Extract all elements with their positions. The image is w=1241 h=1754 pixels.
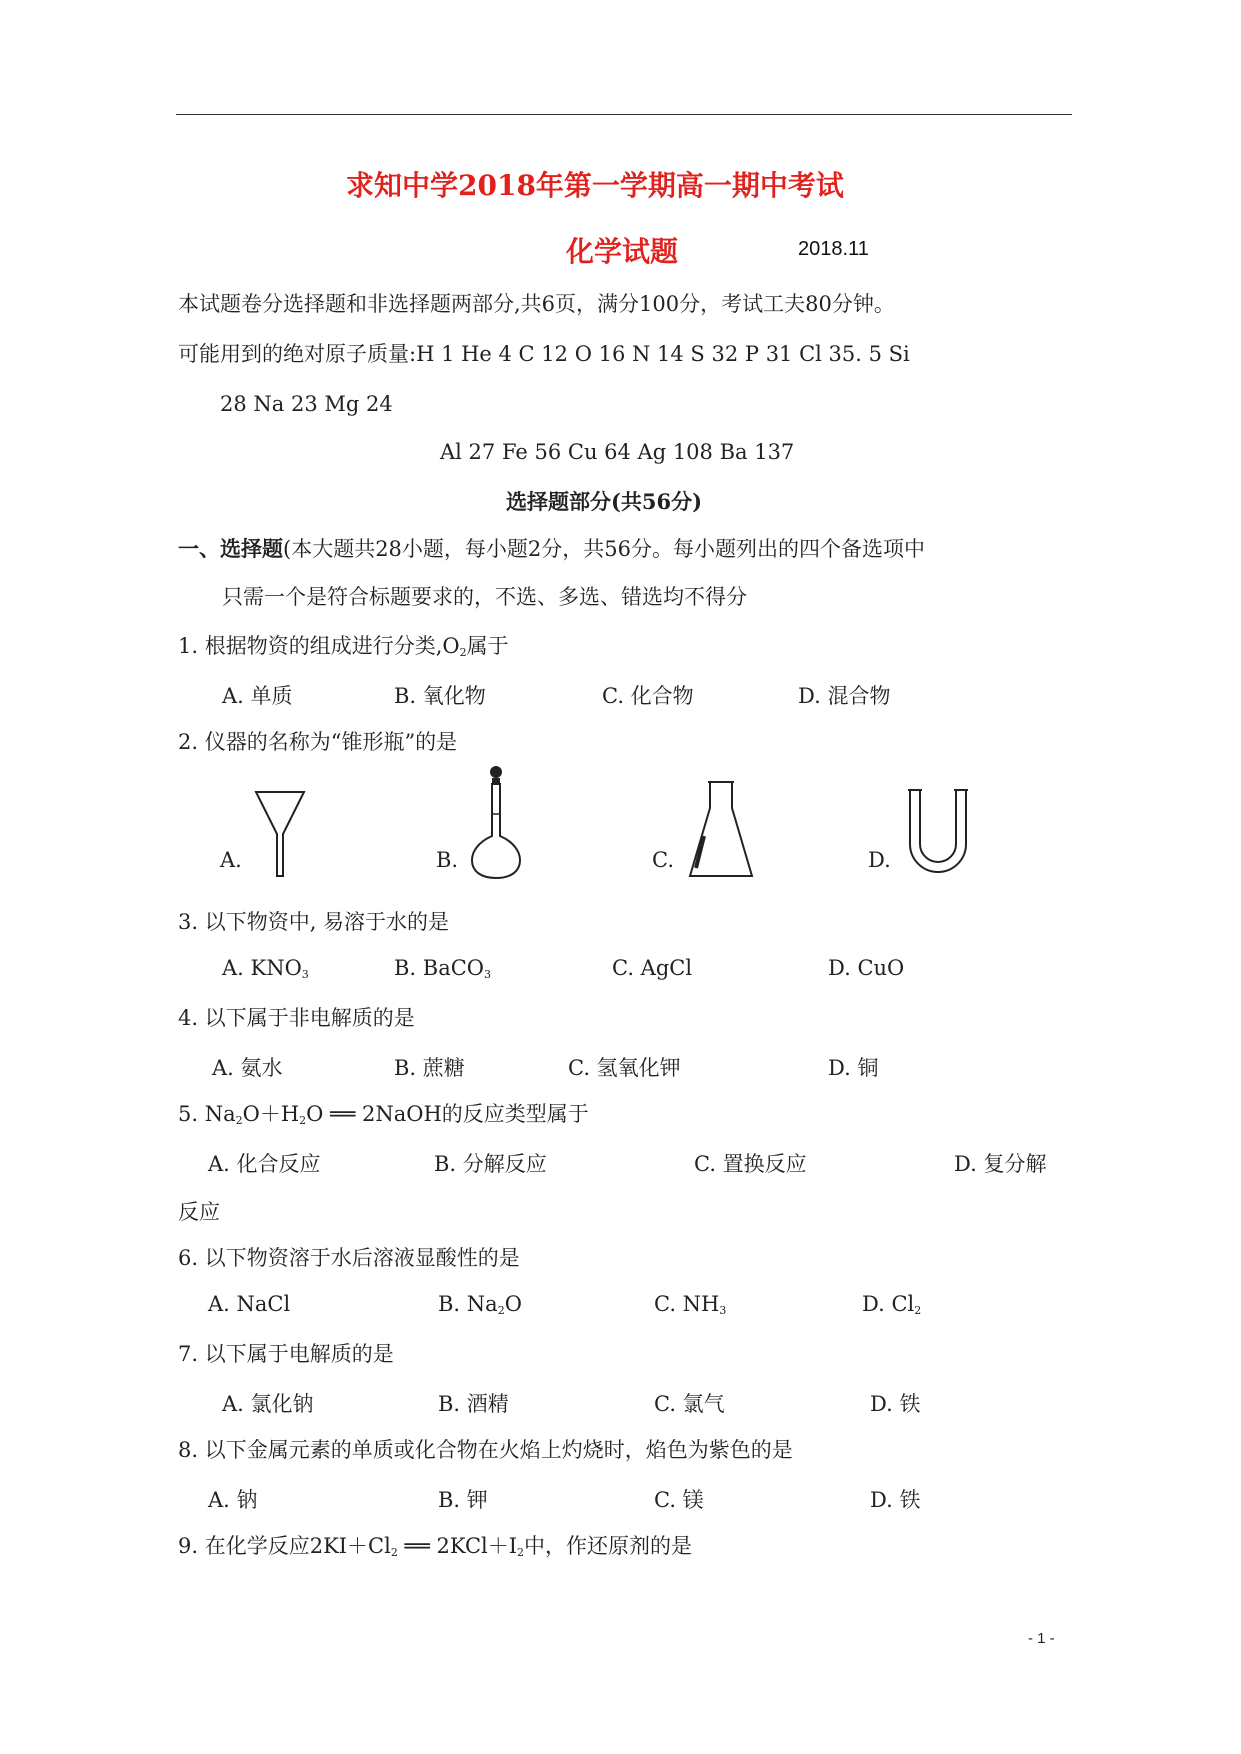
q3-option-c: C. AgCl <box>612 956 693 980</box>
q5-stem: 5. $Na_2O+H_2O$ ══ 2NaOH的反应类型属于 <box>178 1102 589 1127</box>
q5-option-c: C. 置换反应 <box>694 1152 807 1176</box>
page-number: - 1 - <box>1028 1630 1055 1647</box>
q1-option-a: A. 单质 <box>222 684 293 708</box>
q8-option-c: C. 镁 <box>654 1488 704 1512</box>
q4-option-b: B. 蔗糖 <box>394 1056 465 1080</box>
q2-option-b: B. <box>436 848 459 872</box>
q2-option-c: C. <box>652 848 674 872</box>
funnel-icon <box>252 788 308 880</box>
q6-option-c: C. $NH_3$ <box>654 1292 727 1317</box>
q6-option-d: D. $Cl_2$ <box>862 1292 922 1317</box>
intro-line-2: 可能用到的绝对原子质量:H 1 He 4 C 12 O 16 N 14 S 32 P 31 Cl 35. 5 Si <box>178 342 910 366</box>
q6-stem: 6. 以下物资溶于水后溶液显酸性的是 <box>178 1246 520 1270</box>
q8-stem: 8. 以下金属元素的单质或化合物在火焰上灼烧时，焰色为紫色的是 <box>178 1438 793 1462</box>
intro-line-4: Al 27 Fe 56 Cu 64 Ag 108 Ba 137 <box>440 440 795 464</box>
q8-option-a: A. 钠 <box>208 1488 258 1512</box>
instructions-line-2: 只需一个是符合标题要求的，不选、多选、错选均不得分 <box>222 585 747 609</box>
q3-option-b: B. BaCO$_3$ <box>394 956 492 981</box>
q5-option-a: A. 化合反应 <box>208 1152 321 1176</box>
header-rule <box>176 114 1072 115</box>
q6-option-a: A. NaCl <box>208 1292 291 1316</box>
q5-option-b: B. 分解反应 <box>434 1152 547 1176</box>
exam-subtitle: 化学试题 <box>566 235 679 268</box>
q1-option-b: B. 氧化物 <box>394 684 486 708</box>
q7-option-d: D. 铁 <box>870 1392 921 1416</box>
q1-option-c: C. 化合物 <box>602 684 694 708</box>
q7-option-b: B. 酒精 <box>438 1392 509 1416</box>
q7-stem: 7. 以下属于电解质的是 <box>178 1342 394 1366</box>
q3-option-a: A. $KNO_3$ <box>222 956 309 981</box>
q2-stem: 2. 仪器的名称为“锥形瓶”的是 <box>178 730 458 754</box>
q1-option-d: D. 混合物 <box>798 684 891 708</box>
q7-option-a: A. 氯化钠 <box>222 1392 314 1416</box>
q5-option-d: D. 复分解 <box>954 1152 1047 1176</box>
part-instructions <box>178 535 925 563</box>
q8-option-d: D. 铁 <box>870 1488 921 1512</box>
q9-stem: 9. 在化学反应$2KI+Cl_2$ ══ $2KCl+I_2$中，作还原剂的是 <box>178 1534 693 1559</box>
intro-line-1: 本试题卷分选择题和非选择题两部分,共6页，满分100分，考试工夫80分钟。 <box>178 292 895 316</box>
q8-option-b: B. 钾 <box>438 1488 488 1512</box>
intro-line-3: 28 Na 23 Mg 24 <box>220 392 393 416</box>
q3-option-d: D. CuO <box>828 956 905 980</box>
q4-stem: 4. 以下属于非电解质的是 <box>178 1006 415 1030</box>
erlenmeyer-flask-icon <box>686 778 756 880</box>
q4-option-c: C. 氢氧化钾 <box>568 1056 681 1080</box>
exam-title: 求知中学2018年第一学期高一期中考试 <box>346 169 844 202</box>
section-heading: 选择题部分(共56分) <box>506 489 703 514</box>
q2-option-d: D. <box>868 848 891 872</box>
q4-option-a: A. 氨水 <box>212 1056 283 1080</box>
q1-stem: 1. 根据物资的组成进行分类$,O_2$属于 <box>178 634 509 659</box>
exam-date: 2018.11 <box>798 238 869 260</box>
q2-option-a: A. <box>220 848 242 872</box>
q4-option-d: D. 铜 <box>828 1056 879 1080</box>
q5-option-d-continued: 反应 <box>178 1200 220 1224</box>
instructions-line-1: (本大题共28小题，每小题2分，共56分。每小题列出的四个备选项中 <box>283 537 925 561</box>
u-tube-icon <box>906 786 970 878</box>
q6-option-b: B. $Na_2O$ <box>438 1292 522 1317</box>
q3-stem: 3. 以下物资中, 易溶于水的是 <box>178 910 450 934</box>
part-label: 一、选择题 <box>178 536 283 561</box>
volumetric-flask-icon <box>468 764 524 880</box>
q7-option-c: C. 氯气 <box>654 1392 725 1416</box>
